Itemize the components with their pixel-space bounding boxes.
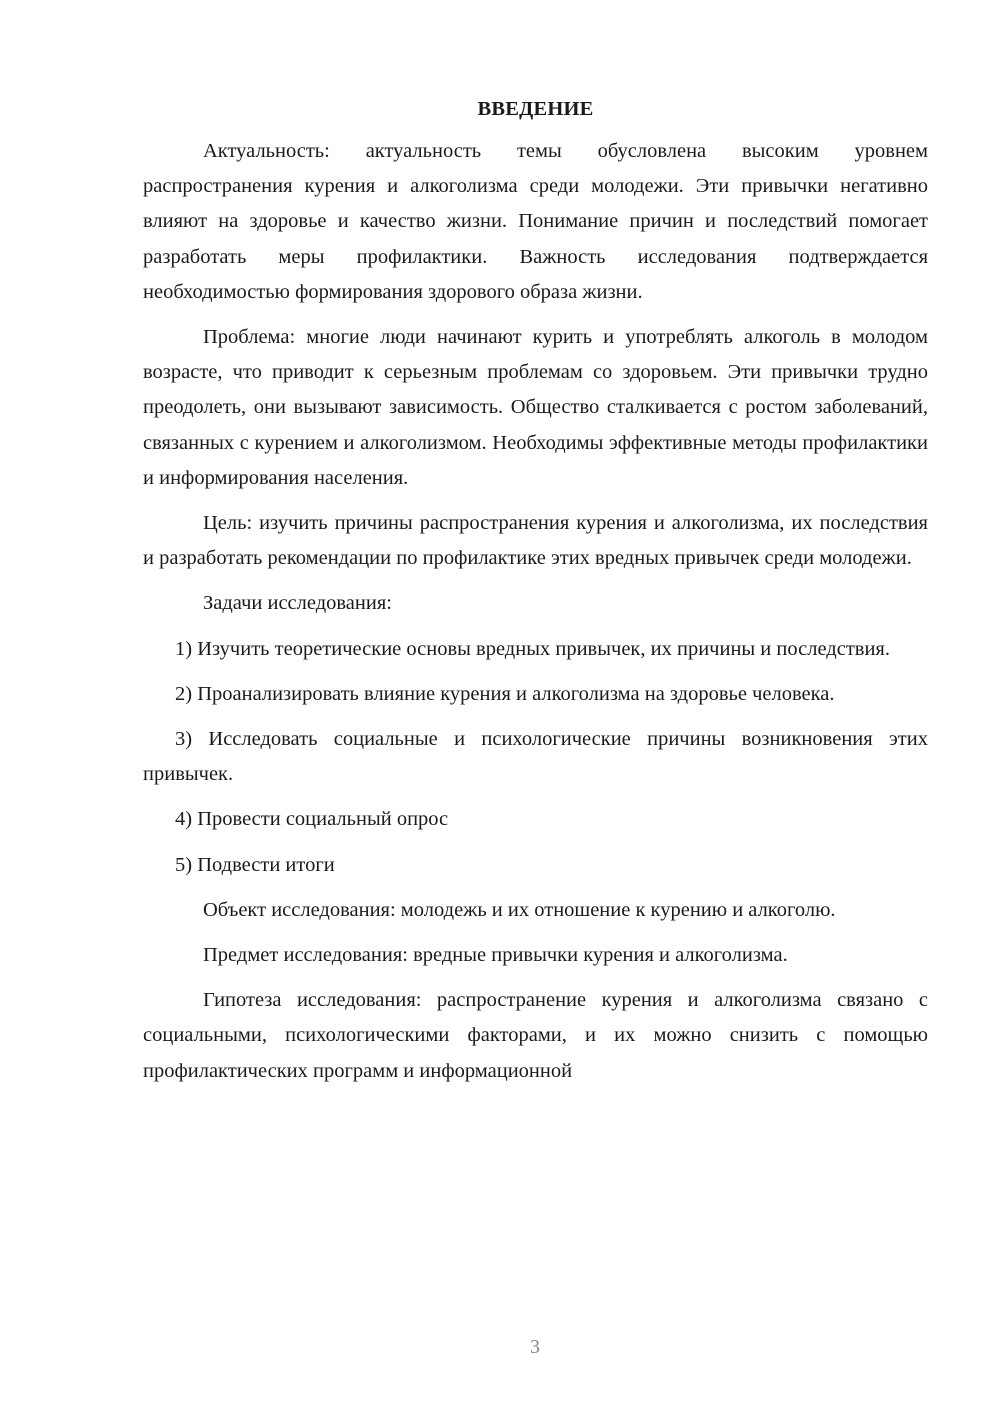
task-item-5: 5) Подвести итоги (175, 853, 335, 876)
problem-paragraph: Проблема: многие люди начинают курить и употреблять алкоголь в молодом возрасте, что приводит к серьезным проблемам со здоровьем. Эти привычки трудно преодолеть, они вызывают зависимость. Общество сталкивается с ростом заболеваний, связанных с курением и алкоголизмом. Необходимы эффективные методы профилактики и информирования населения. (143, 326, 928, 489)
hypothesis-paragraph: Гипотеза исследования: распространение курения и алкоголизма связано с социальными, психологическими факторами, и их можно снизить с помощью профилактических программ и информационной (143, 989, 928, 1082)
task-item-1: 1) Изучить теоретические основы вредных привычек, их причины и последствия. (175, 637, 890, 660)
tasks-heading: Задачи исследования: (203, 592, 392, 615)
object-paragraph: Объект исследования: молодежь и их отношение к курению и алкоголю. (203, 898, 836, 921)
page-number: 3 (530, 1336, 540, 1358)
task-item-2: 2) Проанализировать влияние курения и алкоголизма на здоровье человека. (175, 682, 835, 705)
subject-paragraph: Предмет исследования: вредные привычки курения и алкоголизма. (203, 944, 788, 967)
page-title: ВВЕДЕНИЕ (477, 98, 594, 120)
task-item-4: 4) Провести социальный опрос (175, 808, 449, 831)
task-item-3: 3) Исследовать социальные и психологические причины возникновения этих привычек. (143, 728, 928, 786)
relevance-paragraph: Актуальность: актуальность темы обусловлена высоким уровнем распространения курения и алкоголизма среди молодежи. Эти привычки негативно влияют на здоровье и качество жизни. Понимание причин и последствий помогает разработать меры профилактики. Важность исследования подтверждается необходимостью формирования здорового образа жизни. (143, 140, 928, 303)
page-body (143, 94, 928, 1099)
goal-paragraph: Цель: изучить причины распространения курения и алкоголизма, их последствия и разработать рекомендации по профилактике этих вредных привычек среди молодежи. (143, 512, 928, 570)
